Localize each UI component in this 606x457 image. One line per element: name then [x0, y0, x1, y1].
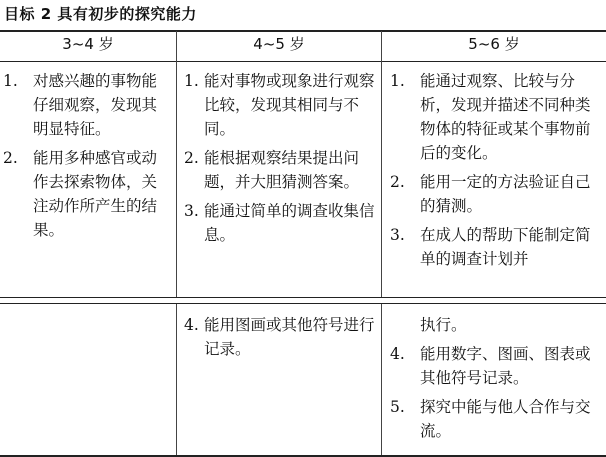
list-item — [3, 146, 173, 242]
item-text: 能对事物或现象进行观察比较，发现其相同与不同。 — [204, 72, 375, 138]
list-item — [184, 199, 378, 247]
list-item — [390, 342, 602, 390]
header-age-3-4: 3~4 岁 — [62, 35, 114, 53]
section-title: 目标 2 具有初步的探究能力 — [4, 5, 197, 23]
item-number: 1. — [184, 72, 199, 90]
page-break-rule-bottom — [0, 303, 606, 304]
item-text: 能通过简单的调查收集信息。 — [204, 202, 375, 244]
item-text: 在成人的帮助下能制定简单的调查计划并 — [420, 226, 591, 268]
item-number: 1. — [3, 72, 18, 90]
col-4-5-list-continued — [184, 313, 378, 366]
item-number: 4. — [184, 316, 199, 334]
col-5-6-list-continued — [390, 342, 602, 448]
column-divider-1 — [176, 31, 177, 297]
item-text: 能用图画或其他符号进行记录。 — [204, 316, 375, 358]
list-item — [3, 69, 173, 141]
item-text: 能根据观察结果提出问题，并大胆猜测答案。 — [204, 149, 360, 191]
list-item — [390, 395, 602, 443]
item-text: 对感兴趣的事物能仔细观察，发现其明显特征。 — [33, 72, 158, 138]
item-number: 5. — [390, 398, 405, 416]
col-5-6-list — [390, 69, 602, 295]
header-rule — [0, 61, 606, 62]
item-number: 2. — [3, 149, 18, 167]
item-number: 2. — [184, 149, 199, 167]
column-divider-2 — [381, 31, 382, 297]
page-break-rule-top — [0, 297, 606, 298]
header-age-4-5: 4~5 岁 — [253, 35, 305, 53]
item-text: 能用多种感官或动作去探索物体，关注动作所产生的结果。 — [33, 149, 158, 239]
item-number: 1. — [390, 72, 405, 90]
item-text: 能通过观察、比较与分析，发现并描述不同种类物体的特征或某个事物前后的变化。 — [420, 72, 591, 162]
list-item — [184, 313, 378, 361]
item-number: 3. — [184, 202, 199, 220]
list-item — [390, 69, 602, 165]
column-divider-2-lower — [381, 304, 382, 455]
header-age-5-6: 5~6 岁 — [468, 35, 520, 53]
item-text: 探究中能与他人合作与交流。 — [420, 398, 591, 440]
table-top-rule — [0, 30, 606, 32]
item-number: 4. — [390, 345, 405, 363]
column-divider-1-lower — [176, 304, 177, 455]
list-item — [184, 69, 378, 141]
item-text: 能用一定的方法验证自己的猜测。 — [420, 173, 591, 215]
list-item — [390, 223, 602, 271]
continuation-text: 执行。 — [420, 316, 467, 334]
item-number: 3. — [390, 226, 405, 244]
col-3-4-list — [3, 69, 173, 247]
list-item — [390, 170, 602, 218]
item-number: 2. — [390, 173, 405, 191]
list-item — [184, 146, 378, 194]
col-4-5-list — [184, 69, 378, 252]
item-text: 能用数字、图画、图表或其他符号记录。 — [420, 345, 591, 387]
